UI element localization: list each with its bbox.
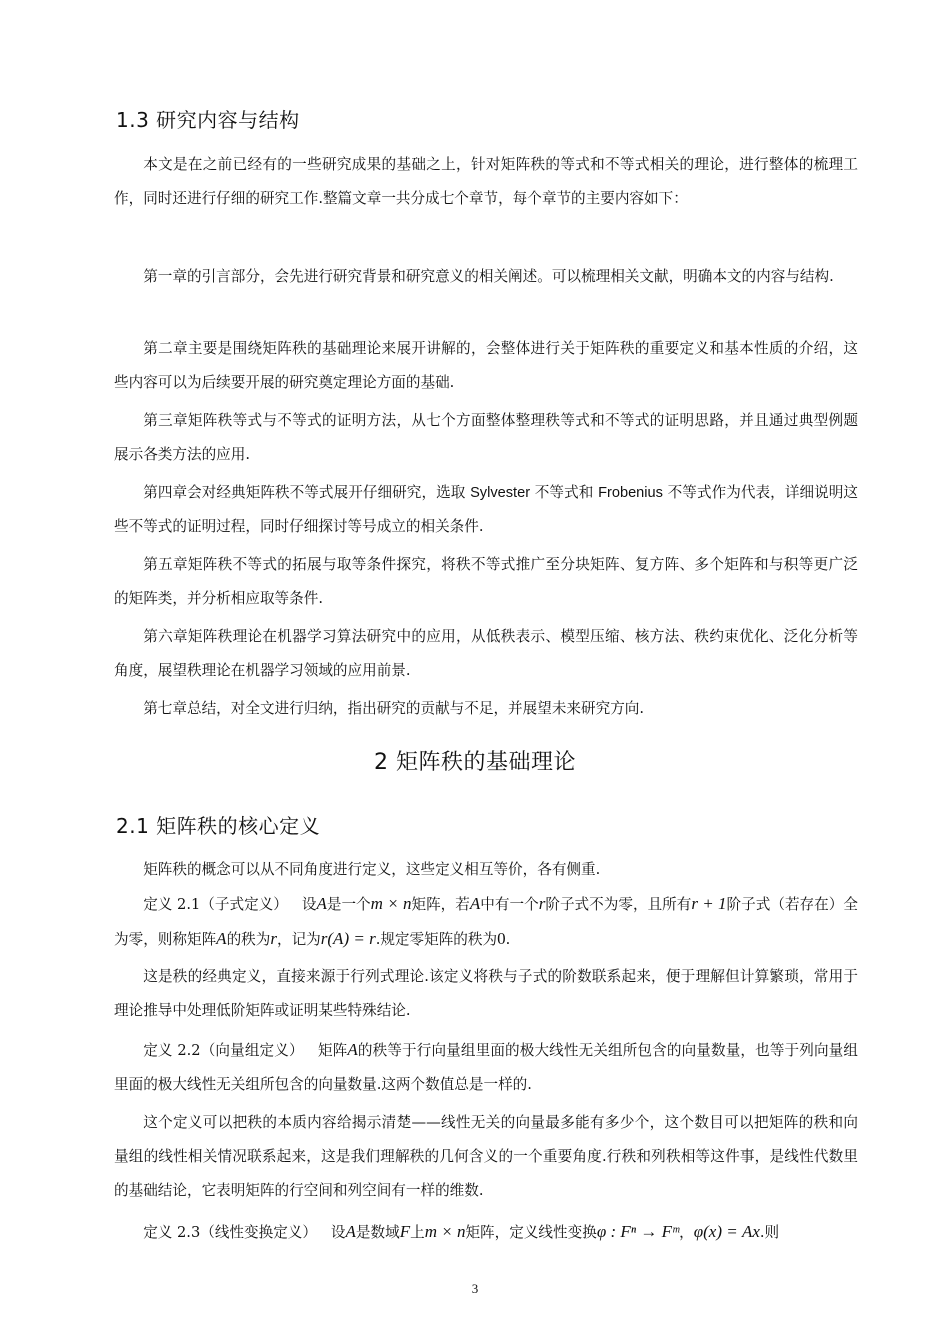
text: 第四章会对经典矩阵秩不等式展开仔细研究，选取 xyxy=(143,484,471,501)
definition-label: 定义 2.2（向量组定义） xyxy=(143,1042,304,1059)
text: 中有一个 xyxy=(480,896,539,913)
math-f: F xyxy=(399,1222,411,1241)
math-r: r xyxy=(270,929,277,948)
text: .则 xyxy=(759,1224,780,1241)
text: 设 xyxy=(330,1224,346,1241)
text: ，记为 xyxy=(276,931,321,948)
definition-2-3 xyxy=(114,1215,858,1249)
paragraph-chapter-3: 第三章矩阵秩等式与不等式的证明方法，从七个方面整体整理秩等式和不等式的证明思路，并且通过典型例题展示各类方法的应用. xyxy=(114,412,858,463)
definition-2-2 xyxy=(114,1033,858,1102)
text: 阶子式不为零，且所有 xyxy=(545,896,692,913)
definition-2-1 xyxy=(114,887,858,957)
math-linear-map: φ : Fⁿ → Fᵐ xyxy=(596,1222,680,1241)
math-a: A xyxy=(469,894,481,913)
math-zero: 0 xyxy=(497,929,506,948)
text: 的秩为 xyxy=(226,931,271,948)
text: 矩阵 xyxy=(317,1042,348,1059)
text: .规定零矩阵的秩为 xyxy=(375,931,498,948)
text: 设 xyxy=(301,896,317,913)
paragraph-vector-interpretation: 这个定义可以把秩的本质内容给揭示清楚——线性无关的向量最多能有多少个，这个数目可以把矩阵的秩和向量组的线性相关情况联系起来，这是我们理解秩的几何含义的一个重要角度.行秩和列秩相等这件事，是线性代数里的基础结论，它表明矩阵的行空间和列空间有一样的维数. xyxy=(114,1114,858,1199)
chapter-heading-2: 2 矩阵秩的基础理论 xyxy=(374,750,576,775)
definition-label: 定义 2.3（线性变换定义） xyxy=(143,1224,317,1241)
paragraph-chapter-5: 第五章矩阵秩不等式的拓展与取等条件探究，将秩不等式推广至分块矩阵、复方阵、多个矩阵和与积等更广泛的矩阵类，并分析相应取等条件. xyxy=(114,556,858,607)
text: ， xyxy=(679,1224,694,1241)
section-heading-2-1: 2.1 矩阵秩的核心定义 xyxy=(116,814,321,838)
math-a: A xyxy=(347,1040,358,1059)
text: 不等式作为代表，详细说明这些不等式的证明过程，同时仔细探讨等号成立的相关条件. xyxy=(114,484,858,535)
paragraph-chapter-2: 第二章主要是围绕矩阵秩的基础理论来展开讲解的，会整体进行关于矩阵秩的重要定义和基本性质的介绍，这些内容可以为后续要开展的研究奠定理论方面的基础. xyxy=(114,340,858,391)
math-m-times-n: m × n xyxy=(370,894,412,913)
text: 矩阵，若 xyxy=(411,896,470,913)
text: 是数域 xyxy=(355,1224,400,1241)
term-sylvester: Sylvester xyxy=(470,485,531,501)
math-phi-equation: φ(x) = Ax xyxy=(693,1222,760,1241)
paragraph-chapter-7: 第七章总结，对全文进行归纳，指出研究的贡献与不足，并展望未来研究方向. xyxy=(143,700,645,717)
paragraph-rank-concept: 矩阵秩的概念可以从不同角度进行定义，这些定义相互等价，各有侧重. xyxy=(143,861,601,878)
term-frobenius: Frobenius xyxy=(598,485,663,501)
paragraph-chapter-1: 第一章的引言部分，会先进行研究背景和研究意义的相关阐述。可以梳理相关文献，明确本文的内容与结构. xyxy=(143,268,834,285)
text: 上 xyxy=(410,1224,425,1241)
section-heading-1-3: 1.3 研究内容与结构 xyxy=(116,108,300,132)
text: 的秩等于行向量组里面的极大线性无关组所包含的向量数量，也等于列向量组里面的极大线性无关组所包含的向量数量.这两个数值总是一样的. xyxy=(114,1042,858,1093)
definition-label: 定义 2.1（子式定义） xyxy=(143,896,288,913)
text: 是一个 xyxy=(326,896,371,913)
text: 不等式和 xyxy=(530,484,599,501)
paragraph-intro: 本文是在之前已经有的一些研究成果的基础之上，针对矩阵秩的等式和不等式相关的理论，进行整体的梳理工作，同时还进行仔细的研究工作.整篇文章一共分成七个章节，每个章节的主要内容如下： xyxy=(114,156,858,207)
math-m-times-n: m × n xyxy=(424,1222,466,1241)
paragraph-classic-definition: 这是秩的经典定义，直接来源于行列式理论.该定义将秩与子式的阶数联系起来，便于理解但计算繁琐，常用于理论推导中处理低阶矩阵或证明某些特殊结论. xyxy=(114,968,858,1019)
math-a: A xyxy=(216,929,227,948)
text: 矩阵，定义线性变换 xyxy=(465,1224,597,1241)
math-a: A xyxy=(316,894,327,913)
math-a: A xyxy=(345,1222,356,1241)
math-r-plus-1: r + 1 xyxy=(691,894,727,913)
text: 阶子式（若存在）全为零，则称矩阵 xyxy=(114,896,858,948)
math-r: r xyxy=(538,894,546,913)
text: . xyxy=(505,931,511,948)
paragraph-chapter-6: 第六章矩阵秩理论在机器学习算法研究中的应用，从低秩表示、模型压缩、核方法、秩约束优化、泛化分析等角度，展望秩理论在机器学习领域的应用前景. xyxy=(114,628,858,679)
page-number: 3 xyxy=(471,1281,479,1296)
math-rank-equation: r(A) = r xyxy=(320,929,376,948)
paragraph-chapter-4 xyxy=(114,476,858,544)
